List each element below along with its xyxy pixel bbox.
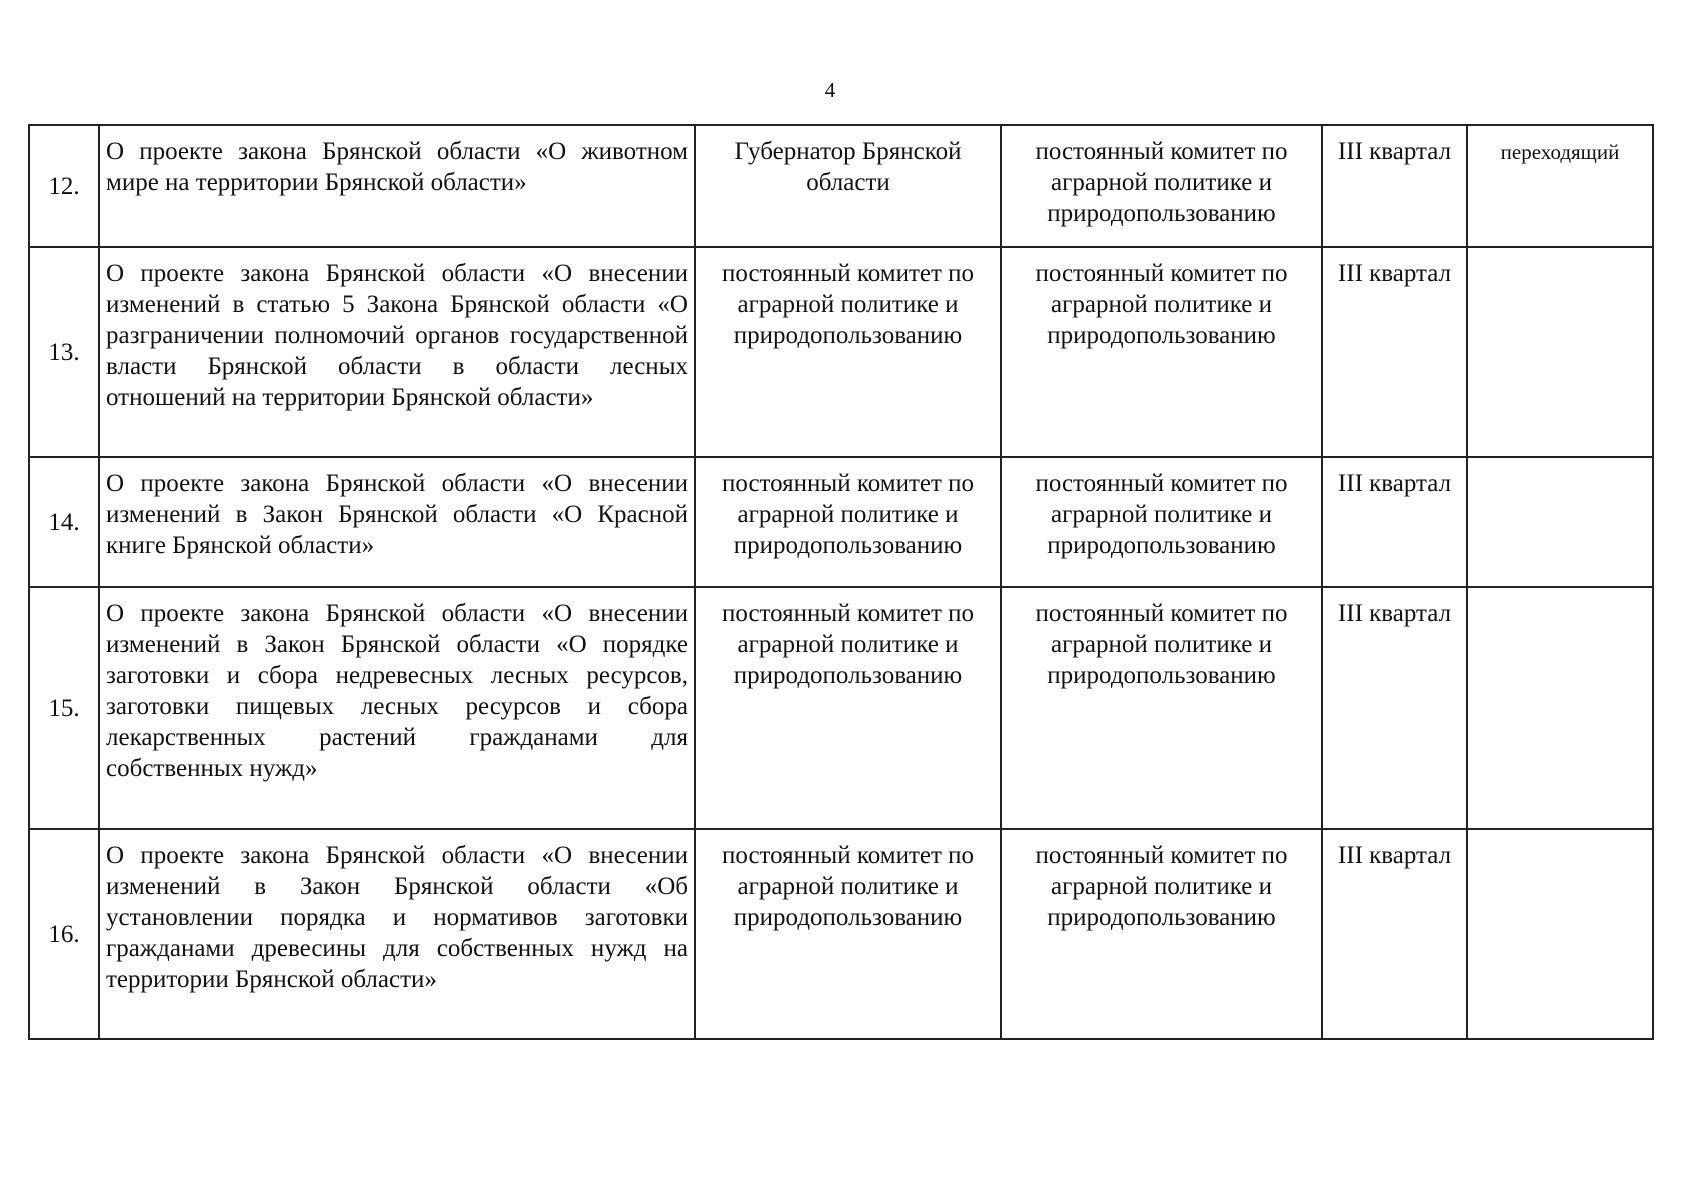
table-row	[29, 457, 1653, 587]
page-number: 4	[824, 78, 836, 102]
quarter: III квартал	[1322, 457, 1467, 587]
initiator: Губернатор Брянской области	[695, 125, 1001, 247]
row-number: 16.	[29, 829, 99, 1039]
row-number: 14.	[29, 457, 99, 587]
status	[1467, 247, 1653, 457]
initiator: постоянный комитет по аграрной политике и природопользованию	[695, 457, 1001, 587]
quarter: III квартал	[1322, 247, 1467, 457]
bill-title: О проекте закона Брянской области «О внесении изменений в Закон Брянской области «Об установлении порядка и нормативов заготовки гражданами древесины для собственных нужд на территории Брянской области»	[99, 829, 695, 1039]
status: переходящий	[1467, 125, 1653, 247]
status	[1467, 587, 1653, 829]
bill-title: О проекте закона Брянской области «О внесении изменений в Закон Брянской области «О Красной книге Брянской области»	[99, 457, 695, 587]
row-number: 12.	[29, 125, 99, 247]
responsible-committee: постоянный комитет по аграрной политике и природопользованию	[1001, 125, 1322, 247]
bill-title: О проекте закона Брянской области «О внесении изменений в статью 5 Закона Брянской области «О разграничении полномочий органов государственной власти Брянской области в области лесных отношений на территории Брянской области»	[99, 247, 695, 457]
quarter: III квартал	[1322, 829, 1467, 1039]
quarter: III квартал	[1322, 125, 1467, 247]
responsible-committee: постоянный комитет по аграрной политике и природопользованию	[1001, 247, 1322, 457]
initiator: постоянный комитет по аграрной политике и природопользованию	[695, 829, 1001, 1039]
responsible-committee: постоянный комитет по аграрной политике и природопользованию	[1001, 457, 1322, 587]
bill-title: О проекте закона Брянской области «О внесении изменений в Закон Брянской области «О порядке заготовки и сбора недревесных лесных ресурсов, заготовки пищевых лесных ресурсов и сбора лекарственных растений гражданами для собственных нужд»	[99, 587, 695, 829]
quarter: III квартал	[1322, 587, 1467, 829]
table-row	[29, 125, 1653, 247]
status	[1467, 457, 1653, 587]
table-row	[29, 247, 1653, 457]
responsible-committee: постоянный комитет по аграрной политике и природопользованию	[1001, 587, 1322, 829]
status	[1467, 829, 1653, 1039]
initiator: постоянный комитет по аграрной политике и природопользованию	[695, 587, 1001, 829]
row-number: 15.	[29, 587, 99, 829]
table-row	[29, 829, 1653, 1039]
row-number: 13.	[29, 247, 99, 457]
table-row	[29, 587, 1653, 829]
responsible-committee: постоянный комитет по аграрной политике и природопользованию	[1001, 829, 1322, 1039]
initiator: постоянный комитет по аграрной политике и природопользованию	[695, 247, 1001, 457]
law-plan-table	[28, 124, 1654, 1040]
bill-title: О проекте закона Брянской области «О животном мире на территории Брянской области»	[99, 125, 695, 247]
